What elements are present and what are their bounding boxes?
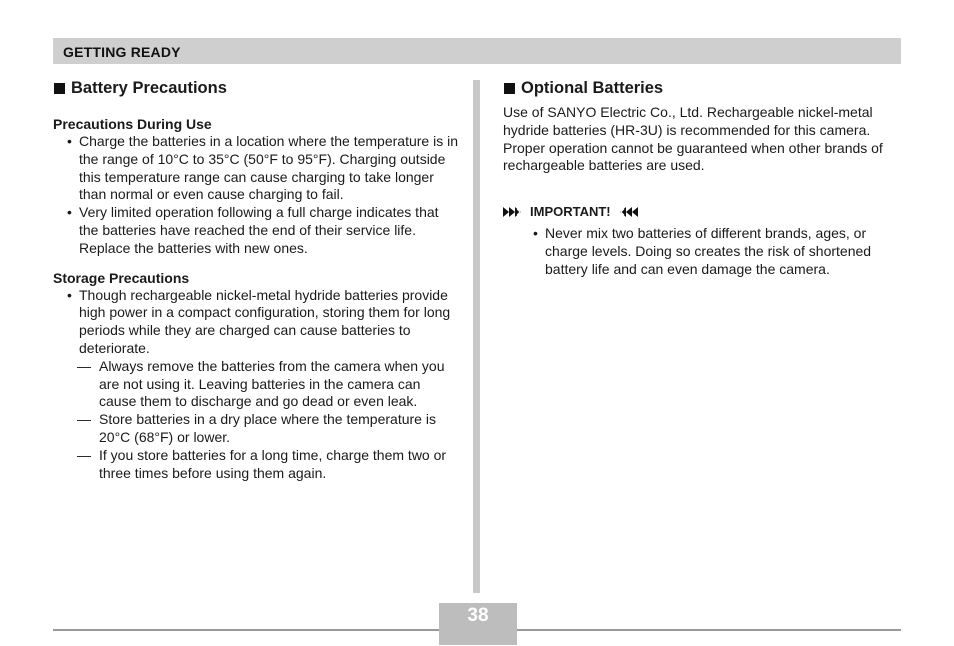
dash-mark: — — [77, 357, 91, 374]
dash-mark: — — [77, 411, 91, 428]
dash-item — [53, 411, 458, 447]
storage-precautions-heading: Storage Precautions — [53, 269, 190, 286]
dash-item-text: Always remove the batteries from the camera when you are not using it. Leaving batteries in the camera can cause them to discharge and go dead or even leak. — [99, 357, 445, 410]
list-item — [53, 133, 458, 204]
square-bullet-icon — [54, 83, 65, 94]
battery-precautions-heading — [53, 78, 458, 98]
bullet-dot: • — [533, 225, 538, 242]
square-bullet-icon — [504, 83, 515, 94]
important-right-arrows-icon — [616, 206, 638, 218]
important-label: IMPORTANT! — [530, 204, 611, 220]
optional-batteries-title: Optional Batteries — [521, 79, 664, 97]
battery-precautions-title: Battery Precautions — [71, 79, 227, 97]
dash-item-text: If you store batteries for a long time, charge them two or three times before using them again. — [99, 446, 447, 481]
list-item — [53, 204, 458, 257]
list-item-text: Though rechargeable nickel-metal hydride batteries provide high power in a compact configuration, storing them for long periods while they are charged can cause batteries to deteriorate. — [79, 286, 451, 356]
precautions-during-use-heading: Precautions During Use — [53, 116, 212, 132]
dash-item-text: Store batteries in a dry place where the temperature is 20°C (68°F) or lower. — [99, 411, 436, 445]
page-number: 38 — [467, 605, 489, 626]
list-item — [53, 287, 458, 358]
page-number-box — [439, 603, 517, 645]
list-item-text: Never mix two batteries of different brands, ages, or charge levels. Doing so creates the risk of shortened battery life and can even damage the camera. — [545, 225, 872, 277]
right-column — [503, 78, 903, 279]
optional-batteries-paragraph: Use of SANYO Electric Co., Ltd. Rechargeable nickel-metal hydride batteries (HR-3U) is recommended for this camera. Proper operation cannot be guaranteed when other brands of rechargeable batteries are used. — [503, 104, 883, 174]
optional-batteries-heading — [503, 78, 903, 98]
list-item — [519, 225, 903, 278]
dash-mark: — — [77, 446, 91, 463]
dash-item — [53, 358, 458, 411]
section-header-bar — [53, 38, 901, 64]
list-item-text: Very limited operation following a full charge indicates that the batteries have reached the end of their service life. Replace the batteries with new ones. — [79, 204, 439, 256]
bullet-dot: • — [67, 204, 72, 221]
list-item-text: Charge the batteries in a location where the temperature is in the range of 10°C to 35°C (50°F to 95°F). Charging outside this temperature range can cause charging to take longer than normal or even cause charging to fail. — [79, 133, 458, 203]
left-column — [53, 78, 458, 482]
bullet-dot: • — [67, 286, 72, 303]
important-notice-heading — [503, 204, 903, 220]
column-divider — [473, 80, 480, 593]
important-list — [519, 225, 903, 278]
storage-dash-list — [53, 358, 458, 483]
during-use-list — [53, 133, 458, 258]
bullet-dot: • — [67, 133, 72, 149]
dash-item — [53, 447, 458, 483]
storage-list — [53, 287, 458, 358]
section-header-title: GETTING READY — [63, 44, 181, 60]
important-left-arrows-icon — [503, 206, 525, 218]
